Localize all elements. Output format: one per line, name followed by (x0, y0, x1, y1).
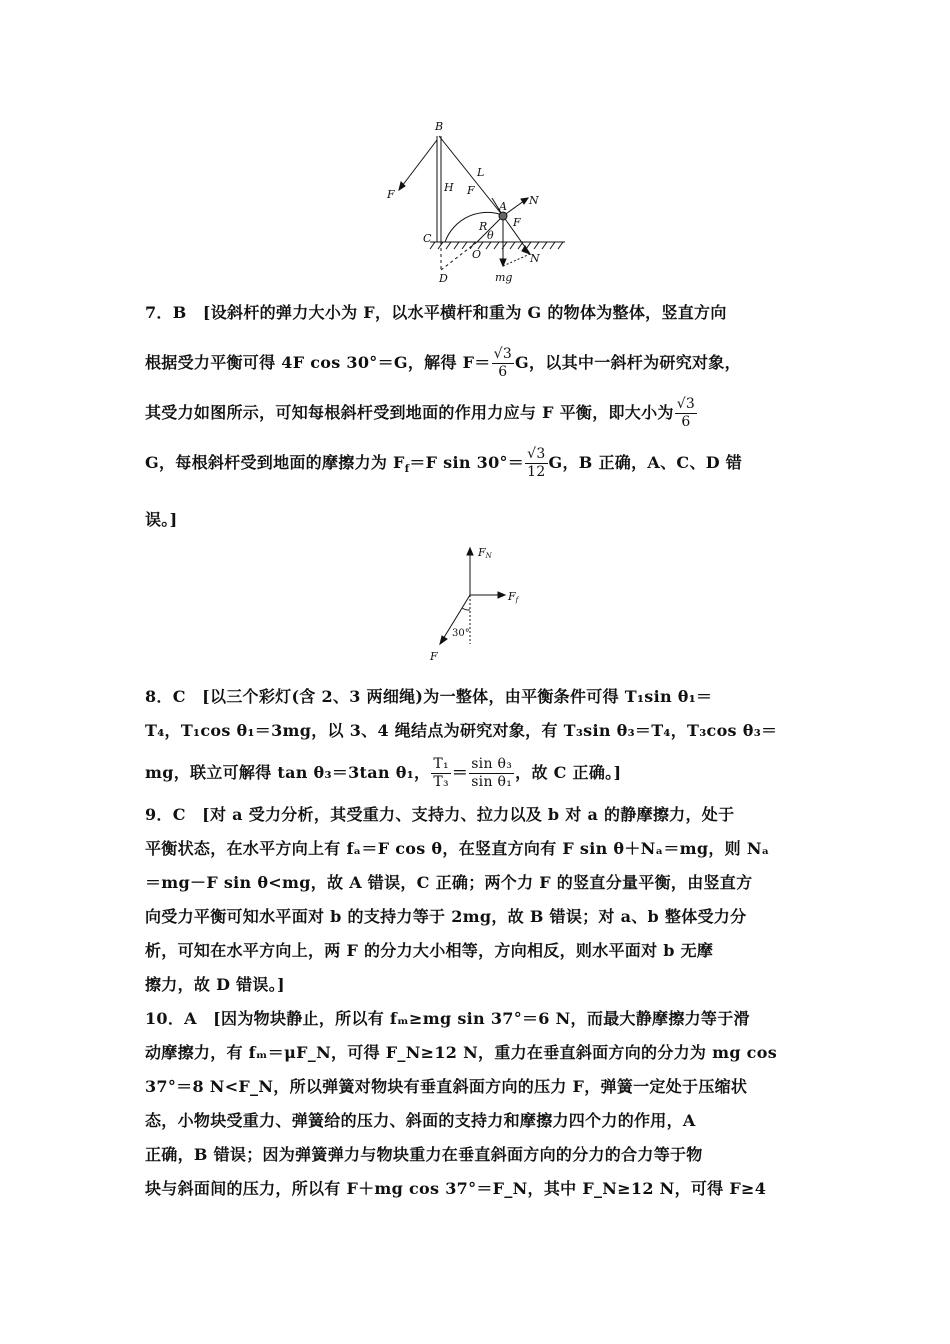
answer-7-line-5: 误。] (145, 510, 178, 530)
angle-arc (462, 608, 470, 610)
answer-9-line-3: ＝mg－F sin θ<mg，故 A 错误，C 正确；两个力 F 的竖直分量平衡，由竖直方 (145, 873, 753, 892)
label-30deg: 30° (452, 628, 470, 639)
answer-8-line-3: mg，联立可解得 tan θ₃＝3tan θ₁， $\frac{\text{T₁}}{\text{T₃}}$ ＝ $\frac{\text{sin θ₃}}{\text{sin θ₁}}$ ，故 C 正确。] (145, 756, 622, 790)
fraction-t1-over-t3: $\frac{\text{T₁}}{\text{T₃}}$ (433, 756, 449, 790)
label-n-bottom: N (530, 252, 540, 265)
label-d: D (439, 272, 448, 285)
answer-10-line-5: 正确，B 错误；因为弹簧弹力与物块重力在垂直斜面方向的分力的合力等于物 (145, 1145, 703, 1164)
answer-9-line-6: 擦力，故 D 错误。] (145, 975, 285, 994)
fraction-sin-ratio: $\frac{\text{sin θ₃}}{\text{sin θ₁}}$ (471, 756, 513, 790)
answer-7 (145, 288, 810, 545)
answer-7-line-4: G，每根斜杆受到地面的摩擦力为 $F_f=F$ sin 30°＝ $\frac{√3}{12}$ G，B 正确，A、C、D 错 (145, 446, 743, 480)
label-c: C (423, 232, 432, 245)
label-fn: FN (478, 546, 492, 560)
label-f: F (430, 650, 438, 663)
node-a (499, 212, 507, 220)
figure-force-diagram (420, 540, 530, 666)
answer-10-line-4: 态，小物块受重力、弹簧给的压力、斜面的支持力和摩擦力四个力的作用，A (145, 1111, 696, 1130)
label-f-mid: F (467, 184, 475, 197)
label-h: H (444, 181, 454, 194)
figure-rod-diagram (375, 118, 570, 290)
label-f-right: F (513, 216, 521, 229)
answer-8-line-2: T₄，T₁cos θ₁＝3mg，以 3、4 绳结点为研究对象，有 T₃sin θ₃＝T₄，T₃cos θ₃＝ (145, 721, 778, 740)
answers-8-10 (145, 680, 810, 1206)
fraction-sqrt3-over-6: $\frac{√3}{6}$ (493, 346, 513, 380)
label-f-left: F (387, 188, 395, 201)
answer-9-line-5: 析，可知在水平方向上，两 F 的分力大小相等，方向相反，则水平面对 b 无摩 (145, 941, 714, 960)
label-theta: θ (487, 229, 494, 242)
label-l: L (477, 166, 485, 179)
ground-hatch (430, 242, 563, 249)
label-a: A (499, 200, 507, 213)
fraction-sqrt3-over-6-b: $\frac{√3}{6}$ (676, 396, 696, 430)
answer-10-line-2: 动摩擦力，有 fₘ＝μF_N，可得 F_N≥12 N，重力在垂直斜面方向的分力为 mg cos (145, 1043, 778, 1062)
fraction-sqrt3-over-12: $\frac{√3}{12}$ (527, 446, 546, 480)
answer-8-line-1: 8．C [以三个彩灯(含 2、3 两细绳)为一整体，由平衡条件可得 T₁sin θ₁＝ (145, 687, 713, 706)
answer-7-line-3: 其受力如图所示，可知每根斜杆受到地面的作用力应与 F 平衡，即大小为 $\frac{√3}{6}$ (145, 396, 696, 430)
label-b: B (435, 120, 444, 133)
answer-10-line-3: 37°＝8 N<F_N，所以弹簧对物块有垂直斜面方向的压力 F，弹簧一定处于压缩状 (145, 1077, 748, 1096)
answer-9-line-4: 向受力平衡可知水平面对 b 的支持力等于 2mg，故 B 错误；对 a、b 整体受力分 (145, 907, 747, 926)
answer-10-line-6: 块与斜面间的压力，所以有 F＋mg cos 37°＝F_N，其中 F_N≥12 N，可得 F≥4 (145, 1179, 767, 1198)
semicircle (445, 212, 505, 242)
label-mg: mg (495, 271, 513, 284)
label-o: O (472, 248, 482, 261)
arrow-f-left (399, 140, 437, 190)
answer-9-line-1: 9．C [对 a 受力分析，其受重力、支持力、拉力以及 b 对 a 的静摩擦力，处于 (145, 805, 735, 824)
rod-ba (439, 136, 503, 216)
answer-10-line-1: 10．A [因为物块静止，所以有 fₘ≥mg sin 37°＝6 N，而最大静摩擦力等于滑 (145, 1009, 750, 1028)
label-n-top: N (529, 194, 539, 207)
label-r: R (479, 220, 488, 233)
answer-9-line-2: 平衡状态，在水平方向上有 fₐ＝F cos θ，在竖直方向有 F sin θ＋Nₐ＝mg，则 Nₐ (145, 839, 770, 858)
label-ff: Ff (508, 590, 519, 604)
answer-7-line-2: 根据受力平衡可得 4F cos 30°＝G，解得 F＝ $\frac{√3}{6}$ G，以其中一斜杆为研究对象， (145, 346, 741, 380)
answer-7-line-1: 7．B [设斜杆的弹力大小为 F，以水平横杆和重为 G 的物体为整体，竖直方向 (145, 303, 727, 322)
